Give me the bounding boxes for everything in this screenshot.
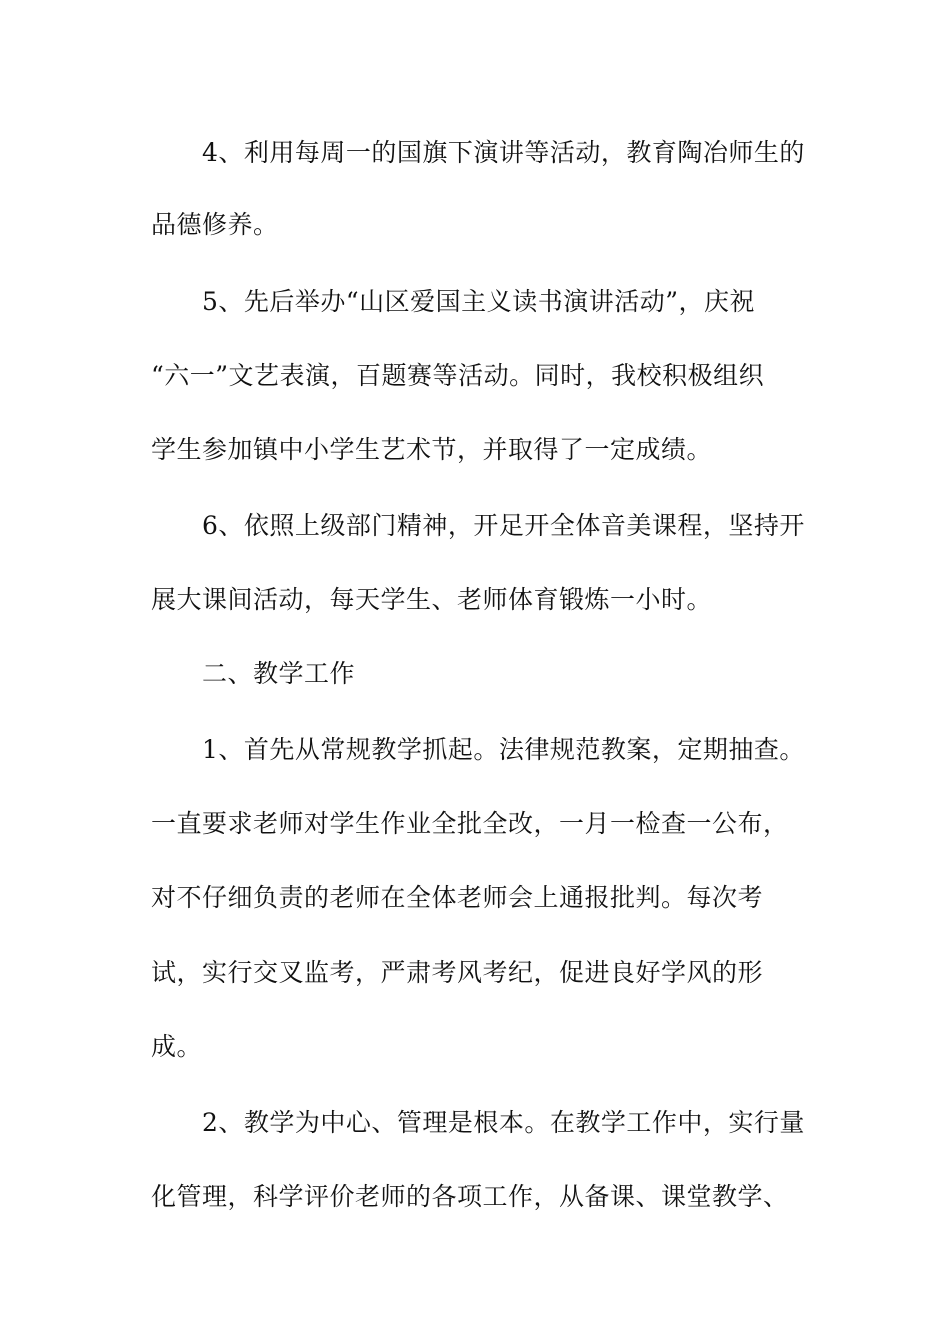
paragraph-1-line-2: 一直要求老师对学生作业全批全改，一月一检查一公布， xyxy=(151,809,789,838)
paragraph-6-line-1: 6、依照上级部门精神，开足开全体音美课程，坚持开 xyxy=(202,511,805,540)
paragraph-1-line-1: 1、首先从常规教学抓起。法律规范教案，定期抽查。 xyxy=(202,735,805,764)
paragraph-4-line-2: 品德修养。 xyxy=(151,210,279,239)
paragraph-1-line-5: 成。 xyxy=(151,1032,203,1061)
paragraph-2-line-2: 化管理，科学评价老师的各项工作，从备课、课堂教学、 xyxy=(151,1182,789,1211)
paragraph-2-line-1: 2、教学为中心、管理是根本。在教学工作中，实行量 xyxy=(202,1108,805,1137)
paragraph-6-line-2: 展大课间活动，每天学生、老师体育锻炼一小时。 xyxy=(151,585,713,614)
paragraph-4-line-1: 4、利用每周一的国旗下演讲等活动，教育陶冶师生的 xyxy=(202,138,805,167)
paragraph-1-line-4: 试，实行交叉监考，严肃考风考纪，促进良好学风的形 xyxy=(151,958,764,987)
paragraph-5-line-2: “六一”文艺表演，百题赛等活动。同时，我校积极组织 xyxy=(151,361,765,390)
section-heading: 二、教学工作 xyxy=(202,659,356,688)
paragraph-1-line-3: 对不仔细负责的老师在全体老师会上通报批判。每次考 xyxy=(151,883,764,912)
paragraph-5-line-3: 学生参加镇中小学生艺术节，并取得了一定成绩。 xyxy=(151,435,713,464)
paragraph-5-line-1: 5、先后举办“山区爱国主义读书演讲活动”，庆祝 xyxy=(202,287,755,316)
